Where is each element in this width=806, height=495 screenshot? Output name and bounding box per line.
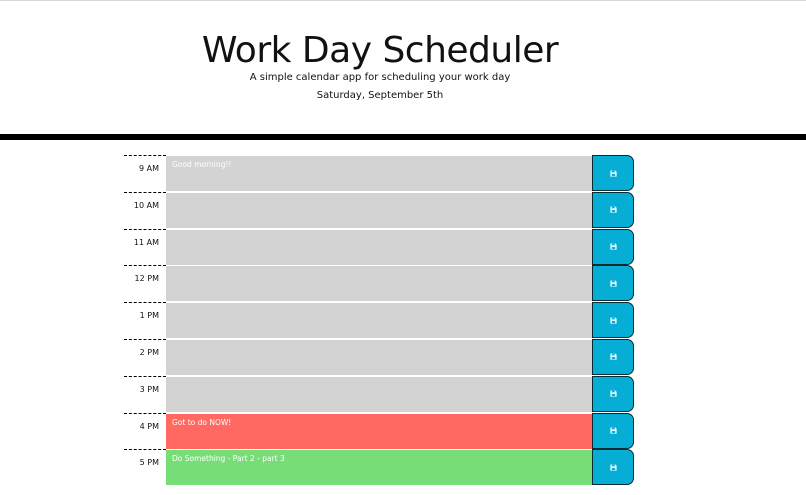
page-title: Work Day Scheduler <box>201 30 559 71</box>
save-button[interactable] <box>592 155 634 191</box>
floppy-disk-icon <box>610 206 617 213</box>
save-button[interactable] <box>592 413 634 449</box>
timeblock-row <box>124 192 636 229</box>
floppy-disk-icon <box>610 280 617 287</box>
header-divider <box>0 134 806 140</box>
timeblock-row <box>124 376 636 413</box>
timeblock-row <box>124 339 636 376</box>
timeblock-row <box>124 229 636 266</box>
hour-label: 3 PM <box>124 376 166 413</box>
save-button[interactable] <box>592 376 634 412</box>
event-description-input[interactable] <box>166 340 592 375</box>
event-description-input[interactable] <box>166 230 592 265</box>
hour-label: 10 AM <box>124 192 166 229</box>
event-description-input[interactable] <box>166 414 592 449</box>
save-button[interactable] <box>592 339 634 375</box>
hour-label: 5 PM <box>124 449 166 486</box>
save-button[interactable] <box>592 192 634 228</box>
save-button[interactable] <box>592 229 634 265</box>
event-description-input[interactable] <box>166 377 592 412</box>
page-subtitle: A simple calendar app for scheduling your work day <box>249 72 511 83</box>
hour-label: 4 PM <box>124 413 166 450</box>
timeblock-row <box>124 265 636 302</box>
floppy-disk-icon <box>610 390 617 397</box>
timeblock-row <box>124 413 636 450</box>
event-description-input[interactable] <box>166 266 592 301</box>
save-button[interactable] <box>592 265 634 301</box>
timeblock-row <box>124 155 636 192</box>
floppy-disk-icon <box>610 353 617 360</box>
hour-label: 9 AM <box>124 155 166 192</box>
floppy-disk-icon <box>610 170 617 177</box>
save-button[interactable] <box>592 449 634 485</box>
floppy-disk-icon <box>610 464 617 471</box>
floppy-disk-icon <box>610 317 617 324</box>
hour-label: 2 PM <box>124 339 166 376</box>
current-date: Saturday, September 5th <box>316 90 444 101</box>
page-header <box>0 0 806 134</box>
hour-label: 1 PM <box>124 302 166 339</box>
save-button[interactable] <box>592 302 634 338</box>
timeblock-list <box>124 155 636 486</box>
timeblock-row <box>124 449 636 486</box>
floppy-disk-icon <box>610 243 617 250</box>
event-description-input[interactable] <box>166 193 592 228</box>
hour-label: 11 AM <box>124 229 166 266</box>
hour-label: 12 PM <box>124 265 166 302</box>
event-description-input[interactable] <box>166 450 592 485</box>
event-description-input[interactable] <box>166 303 592 338</box>
event-description-input[interactable] <box>166 156 592 191</box>
timeblock-row <box>124 302 636 339</box>
floppy-disk-icon <box>610 427 617 434</box>
